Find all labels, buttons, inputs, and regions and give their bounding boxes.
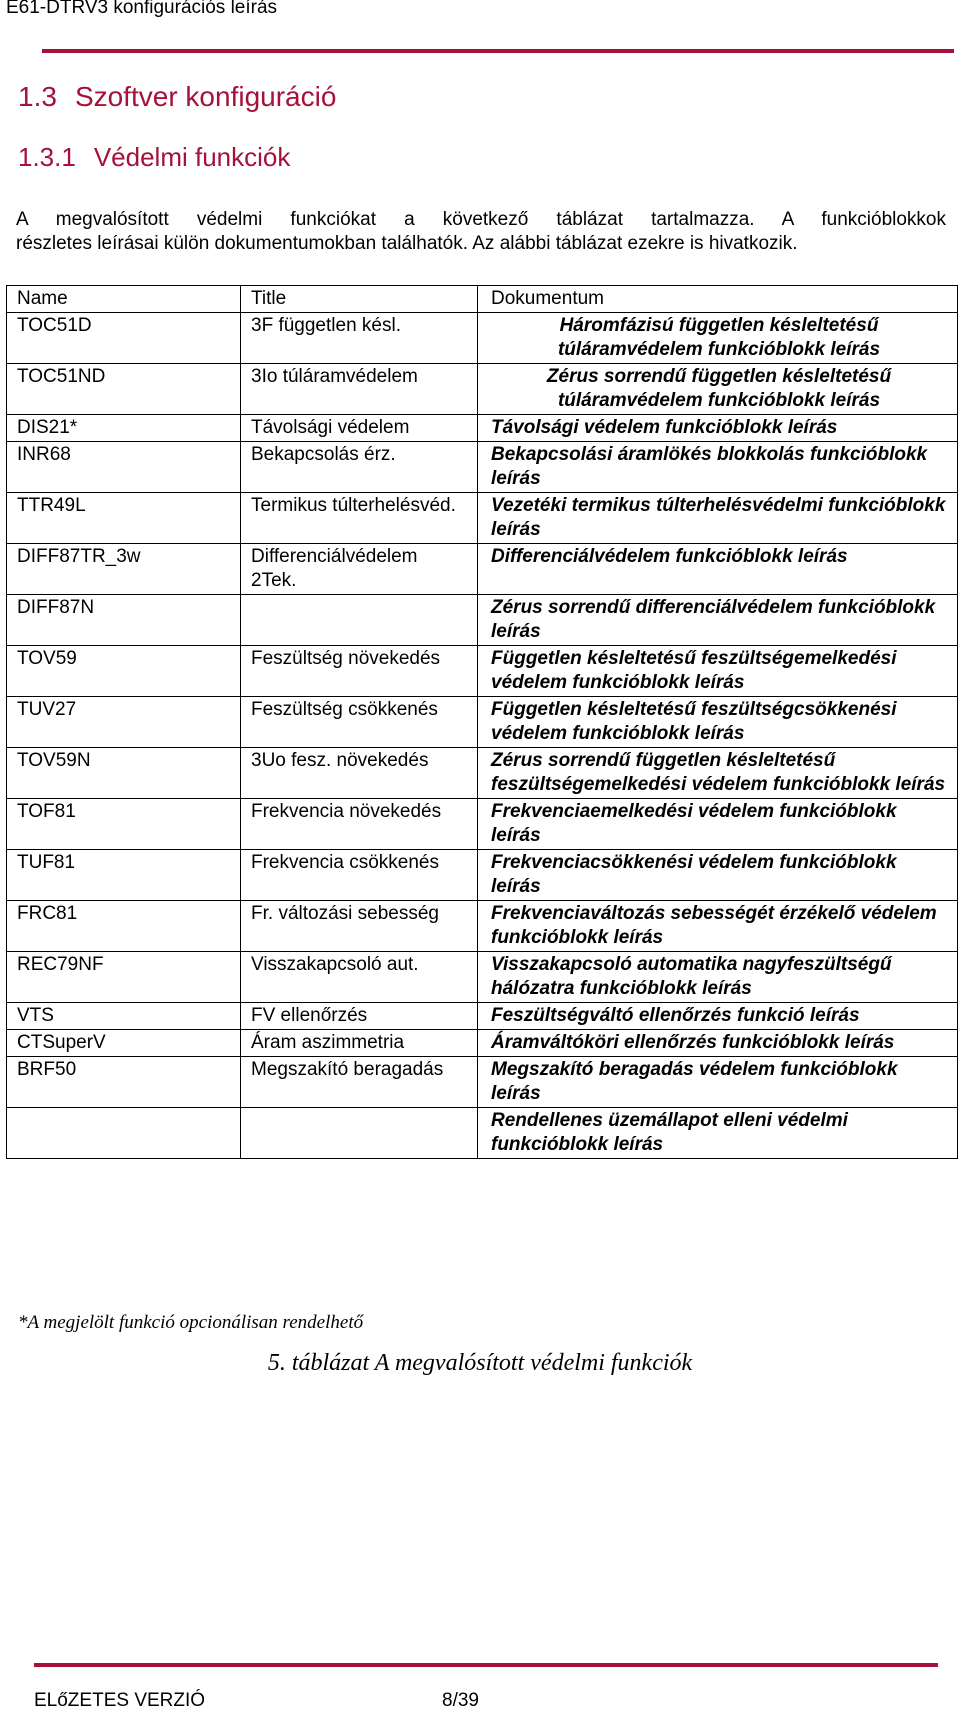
function-title-cell bbox=[241, 595, 478, 646]
function-document-cell: Visszakapcsoló automatika nagyfeszültségű hálózatra funkcióblokk leírás bbox=[478, 952, 958, 1003]
table-row bbox=[7, 697, 958, 748]
function-document-cell: Független késleltetésű feszültségemelkedési védelem funkcióblokk leírás bbox=[478, 646, 958, 697]
document-header-title: E61-DTRV3 konfigurációs leírás bbox=[6, 0, 278, 18]
function-document-cell: Zérus sorrendű differenciálvédelem funkcióblokk leírás bbox=[478, 595, 958, 646]
column-header-dokumentum: Dokumentum bbox=[478, 286, 958, 313]
table-row bbox=[7, 1030, 958, 1057]
function-document-cell: Távolsági védelem funkcióblokk leírás bbox=[478, 415, 958, 442]
function-document-cell: Differenciálvédelem funkcióblokk leírás bbox=[478, 544, 958, 595]
subsection-number: 1.3.1 bbox=[18, 142, 76, 172]
table-caption: 5. táblázat A megvalósított védelmi funkciók bbox=[267, 1350, 693, 1376]
column-header-name: Name bbox=[7, 286, 241, 313]
footer-divider bbox=[34, 1663, 938, 1667]
table-row bbox=[7, 748, 958, 799]
table-row bbox=[7, 313, 958, 364]
function-title-cell: 3F független késl. bbox=[241, 313, 478, 364]
function-title-cell: Áram aszimmetria bbox=[241, 1030, 478, 1057]
function-name-cell: TUV27 bbox=[7, 697, 241, 748]
functions-table bbox=[6, 285, 958, 1159]
function-title-cell: Bekapcsolás érz. bbox=[241, 442, 478, 493]
table-row bbox=[7, 1003, 958, 1030]
table-row bbox=[7, 595, 958, 646]
section-heading bbox=[18, 81, 336, 113]
subsection-heading bbox=[18, 142, 290, 173]
section-number: 1.3 bbox=[18, 81, 57, 112]
function-name-cell: TOC51D bbox=[7, 313, 241, 364]
function-name-cell: TTR49L bbox=[7, 493, 241, 544]
table-row bbox=[7, 544, 958, 595]
function-document-cell: Megszakító beragadás védelem funkcióblokk leírás bbox=[478, 1057, 958, 1108]
function-document-cell: Rendellenes üzemállapot elleni védelmi funkcióblokk leírás bbox=[478, 1108, 958, 1159]
function-name-cell: DIS21* bbox=[7, 415, 241, 442]
function-name-cell: TOV59 bbox=[7, 646, 241, 697]
function-title-cell: Feszültség csökkenés bbox=[241, 697, 478, 748]
table-row bbox=[7, 850, 958, 901]
function-name-cell: VTS bbox=[7, 1003, 241, 1030]
function-name-cell: BRF50 bbox=[7, 1057, 241, 1108]
function-title-cell: Frekvencia növekedés bbox=[241, 799, 478, 850]
function-name-cell: INR68 bbox=[7, 442, 241, 493]
function-name-cell bbox=[7, 1108, 241, 1159]
table-row bbox=[7, 415, 958, 442]
function-title-cell: 3Uo fesz. növekedés bbox=[241, 748, 478, 799]
function-name-cell: TOF81 bbox=[7, 799, 241, 850]
function-name-cell: REC79NF bbox=[7, 952, 241, 1003]
function-name-cell: TUF81 bbox=[7, 850, 241, 901]
table-row bbox=[7, 799, 958, 850]
function-title-cell: Differenciálvédelem 2Tek. bbox=[241, 544, 478, 595]
function-title-cell: 3Io túláramvédelem bbox=[241, 364, 478, 415]
table-row bbox=[7, 952, 958, 1003]
function-title-cell bbox=[241, 1108, 478, 1159]
function-title-cell: Fr. változási sebesség bbox=[241, 901, 478, 952]
function-title-cell: Termikus túlterhelésvéd. bbox=[241, 493, 478, 544]
function-document-cell: Vezetéki termikus túlterhelésvédelmi funkcióblokk leírás bbox=[478, 493, 958, 544]
table-row bbox=[7, 493, 958, 544]
table-row bbox=[7, 442, 958, 493]
table-footnote: *A megjelölt funkció opcionálisan rendelhető bbox=[18, 1312, 364, 1333]
function-document-cell: Bekapcsolási áramlökés blokkolás funkcióblokk leírás bbox=[478, 442, 958, 493]
function-document-cell: Zérus sorrendű független késleltetésű feszültségemelkedési védelem funkcióblokk leírás bbox=[478, 748, 958, 799]
function-document-cell: Háromfázisú független késleltetésű túláramvédelem funkcióblokk leírás bbox=[478, 313, 958, 364]
function-name-cell: FRC81 bbox=[7, 901, 241, 952]
function-title-cell: Frekvencia csökkenés bbox=[241, 850, 478, 901]
table-row bbox=[7, 901, 958, 952]
table-header-row bbox=[7, 286, 958, 313]
intro-line: részletes leírásai külön dokumentumokban találhatók. Az alábbi táblázat ezekre is hivatkozik. bbox=[16, 233, 798, 254]
function-name-cell: DIFF87N bbox=[7, 595, 241, 646]
function-document-cell: Feszültségváltó ellenőrzés funkció leírás bbox=[478, 1003, 958, 1030]
function-title-cell: Megszakító beragadás bbox=[241, 1057, 478, 1108]
table-body bbox=[7, 313, 958, 1159]
table-row bbox=[7, 364, 958, 415]
column-header-title: Title bbox=[241, 286, 478, 313]
function-title-cell: Távolsági védelem bbox=[241, 415, 478, 442]
function-title-cell: Feszültség növekedés bbox=[241, 646, 478, 697]
function-document-cell: Független késleltetésű feszültségcsökkenési védelem funkcióblokk leírás bbox=[478, 697, 958, 748]
function-document-cell: Áramváltóköri ellenőrzés funkcióblokk leírás bbox=[478, 1030, 958, 1057]
footer-version-label: ELőZETES VERZIÓ bbox=[34, 1690, 206, 1711]
section-title: Szoftver konfiguráció bbox=[74, 81, 337, 112]
function-name-cell: TOC51ND bbox=[7, 364, 241, 415]
header-divider bbox=[42, 49, 954, 53]
function-title-cell: FV ellenőrzés bbox=[241, 1003, 478, 1030]
function-name-cell: TOV59N bbox=[7, 748, 241, 799]
table-row bbox=[7, 646, 958, 697]
function-name-cell: CTSuperV bbox=[7, 1030, 241, 1057]
function-document-cell: Frekvenciaemelkedési védelem funkcióblokk leírás bbox=[478, 799, 958, 850]
function-title-cell: Visszakapcsoló aut. bbox=[241, 952, 478, 1003]
subsection-title: Védelmi funkciók bbox=[93, 142, 291, 172]
function-name-cell: DIFF87TR_3w bbox=[7, 544, 241, 595]
function-document-cell: Frekvenciaváltozás sebességét érzékelő védelem funkcióblokk leírás bbox=[478, 901, 958, 952]
table-row bbox=[7, 1057, 958, 1108]
function-document-cell: Frekvenciacsökkenési védelem funkcióblokk leírás bbox=[478, 850, 958, 901]
page-number: 8/39 bbox=[442, 1690, 479, 1711]
intro-line: A megvalósított védelmi funkciókat a következő táblázat tartalmazza. A funkcióblokkok bbox=[16, 209, 946, 230]
intro-paragraph bbox=[16, 208, 946, 256]
table-row bbox=[7, 1108, 958, 1159]
function-document-cell: Zérus sorrendű független késleltetésű túláramvédelem funkcióblokk leírás bbox=[478, 364, 958, 415]
